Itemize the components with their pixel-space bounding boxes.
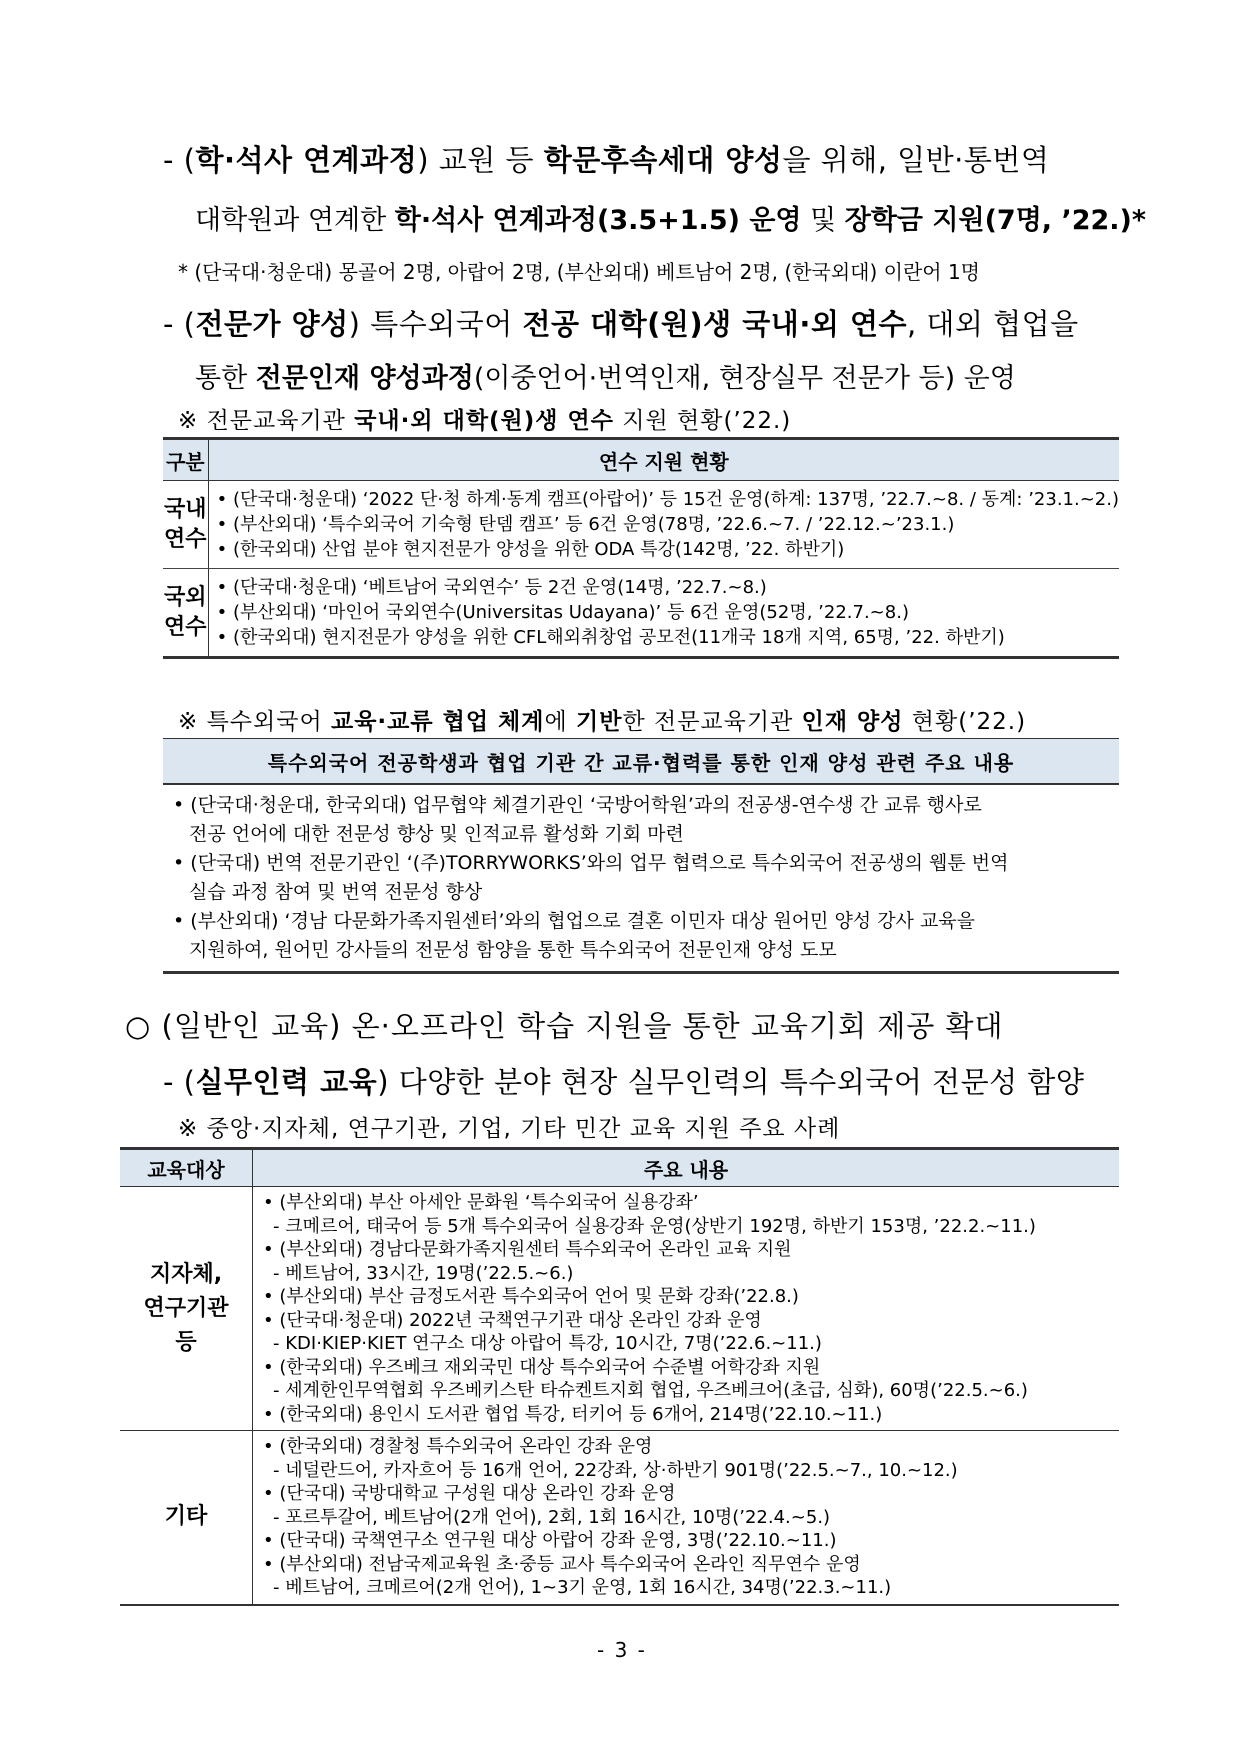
item-academic-link-cont: 대학원과 연계한 학·석사 연계과정(3.5+1.5) 운영 및 장학금 지원(7명, ’22.)* bbox=[195, 205, 1146, 236]
list-item: • (부산외대) ‘경남 다문화가족지원센터’와의 협업으로 결혼 이민자 대상 원어민 양성 강사 교육을 bbox=[173, 910, 976, 932]
item-expert-training-cont: 통한 전문인재 양성과정(이중언어·번역인재, 현장실무 전문가 등) 운영 bbox=[195, 363, 1016, 394]
table-row bbox=[163, 569, 1119, 658]
note-support-cases: ※ 중앙·지자체, 연구기관, 기업, 기타 민간 교육 지원 주요 사례 bbox=[178, 1116, 841, 1142]
list-item: - 베트남어, 33시간, 19명(’22.5.~6.) bbox=[273, 1262, 574, 1284]
list-item: • (단국대·청운대, 한국외대) 업무협약 체결기관인 ‘국방어학원’과의 전공생-연수생 간 교류 행사로 bbox=[173, 794, 982, 816]
list-item: • (단국대·청운대) 2022년 국책연구기관 대상 온라인 강좌 운영 bbox=[263, 1309, 762, 1331]
row-content bbox=[253, 1431, 1120, 1605]
list-item: - 크메르어, 태국어 등 5개 특수외국어 실용강좌 운영(상반기 192명, 하반기 153명, ’22.2.~11.) bbox=[273, 1215, 1036, 1237]
list-item: • (단국대·청운대) ‘베트남어 국외연수’ 등 2건 운영(14명, ’22.7.~8.) bbox=[216, 577, 767, 598]
item-expert-training: - (전문가 양성) 특수외국어 전공 대학(원)생 국내·외 연수, 대외 협업을 bbox=[163, 307, 1079, 341]
list-item: • (부산외대) 경남다문화가족지원센터 특수외국어 온라인 교육 지원 bbox=[263, 1239, 792, 1260]
table-header-target: 교육대상 bbox=[120, 1149, 253, 1187]
table-header-category: 구분 bbox=[163, 439, 208, 481]
collaboration-table bbox=[163, 738, 1119, 974]
footnote-scholarship: * (단국대·청운대) 몽골어 2명, 아랍어 2명, (부산외대) 베트남어 2명, (한국외대) 이란어 1명 bbox=[178, 260, 980, 284]
list-item: • (부산외대) 전남국제교육원 초·중등 교사 특수외국어 온라인 직무연수 운영 bbox=[263, 1553, 861, 1575]
training-status-table bbox=[163, 437, 1119, 659]
list-item: • (단국대) 국책연구소 연구원 대상 아랍어 강좌 운영, 3명(’22.10.~11.) bbox=[263, 1530, 837, 1551]
note-collaboration-status: ※ 특수외국어 교육·교류 협업 체계에 기반한 전문교육기관 인재 양성 현황(’22.) bbox=[178, 709, 1027, 735]
page-number: - 3 - bbox=[597, 1638, 647, 1662]
list-item: - 베트남어, 크메르어(2개 언어), 1~3기 운영, 1회 16시간, 34명(’22.3.~11.) bbox=[273, 1577, 892, 1598]
list-item: • (단국대) 번역 전문기관인 ‘(주)TORRYWORKS’와의 업무 협력으로 특수외국어 전공생의 웹툰 번역 bbox=[173, 852, 1009, 874]
list-item: • (한국외대) 우즈베크 재외국민 대상 특수외국어 수준별 어학강좌 지원 bbox=[263, 1356, 821, 1378]
section-heading-general-education: ○ (일반인 교육) 온·오프라인 학습 지원을 통한 교육기회 제공 확대 bbox=[125, 1009, 1004, 1043]
education-cases-table bbox=[120, 1147, 1119, 1606]
list-item: • (한국외대) 경찰청 특수외국어 온라인 강좌 운영 bbox=[263, 1436, 653, 1457]
table-header-content: 주요 내용 bbox=[253, 1149, 1120, 1187]
table-header-content: 연수 지원 현황 bbox=[208, 439, 1119, 481]
row-category: 국외 연수 bbox=[163, 569, 208, 658]
row-category: 지자체, 연구기관 등 bbox=[120, 1187, 253, 1431]
list-item: • (한국외대) 용인시 도서관 협업 특강, 터키어 등 6개어, 214명(’22.10.~11.) bbox=[263, 1403, 883, 1425]
list-item: • (부산외대) ‘마인어 국외연수(Universitas Udayana)’ 등 6건 운영(52명, ’22.7.~8.) bbox=[216, 602, 909, 623]
table-row bbox=[120, 1431, 1119, 1605]
list-item: - KDI·KIEP·KIET 연구소 대상 아랍어 특강, 10시간, 7명(’22.6.~11.) bbox=[273, 1333, 822, 1354]
row-category: 기타 bbox=[120, 1431, 253, 1605]
list-item: • (단국대·청운대) ‘2022 단·청 하계·동계 캠프(아랍어)’ 등 15건 운영(하계: 137명, ’22.7.~8. / 동계: ’23.1.~2.) bbox=[216, 489, 1119, 510]
list-item: • (단국대) 국방대학교 구성원 대상 온라인 강좌 운영 bbox=[263, 1483, 676, 1504]
list-item: • (한국외대) 산업 분야 현지전문가 양성을 위한 ODA 특강(142명, ’22. 하반기) bbox=[216, 539, 845, 560]
row-content bbox=[208, 569, 1119, 658]
list-item: • (한국외대) 현지전문가 양성을 위한 CFL해외취창업 공모전(11개국 18개 지역, 65명, ’22. 하반기) bbox=[216, 627, 1005, 648]
row-content bbox=[208, 481, 1119, 569]
table-row bbox=[163, 481, 1119, 569]
table-row bbox=[163, 784, 1119, 973]
table-row bbox=[120, 1187, 1119, 1431]
list-item: - 네덜란드어, 카자흐어 등 16개 언어, 22강좌, 상·하반기 901명(’22.5.~7., 10.~12.) bbox=[273, 1459, 958, 1481]
list-item: - 포르투갈어, 베트남어(2개 언어), 2회, 1회 16시간, 10명(’22.4.~5.) bbox=[273, 1506, 831, 1528]
list-item: • (부산외대) ‘특수외국어 기숙형 탄뎀 캠프’ 등 6건 운영(78명, ’22.6.~7. / ’22.12.~’23.1.) bbox=[216, 514, 955, 535]
item-workforce-education: - (실무인력 교육) 다양한 분야 현장 실무인력의 특수외국어 전문성 함양 bbox=[163, 1065, 1085, 1099]
row-content bbox=[163, 784, 1119, 973]
row-content bbox=[253, 1187, 1120, 1431]
item-academic-link: - (학·석사 연계과정) 교원 등 학문후속세대 양성을 위해, 일반·통번역 bbox=[163, 143, 1050, 177]
list-item: 전공 언어에 대한 전문성 향상 및 인적교류 활성화 기회 마련 bbox=[189, 823, 684, 845]
list-item: • (부산외대) 부산 아세안 문화원 ‘특수외국어 실용강좌’ bbox=[263, 1192, 699, 1213]
list-item: 지원하여, 원어민 강사들의 전문성 함양을 통한 특수외국어 전문인재 양성 도모 bbox=[189, 939, 837, 961]
list-item: • (부산외대) 부산 금정도서관 특수외국어 언어 및 문화 강좌(’22.8.) bbox=[263, 1286, 799, 1307]
list-item: - 세계한인무역협회 우즈베키스탄 타슈켄트지회 협업, 우즈베크어(초급, 심화), 60명(’22.5.~6.) bbox=[273, 1380, 1028, 1401]
row-category: 국내 연수 bbox=[163, 481, 208, 569]
list-item: 실습 과정 참여 및 번역 전문성 향상 bbox=[189, 881, 483, 903]
note-training-status: ※ 전문교육기관 국내·외 대학(원)생 연수 지원 현황(’22.) bbox=[178, 408, 792, 434]
table-header-content: 특수외국어 전공학생과 협업 기관 간 교류·협력를 통한 인재 양성 관련 주요 내용 bbox=[163, 739, 1119, 785]
